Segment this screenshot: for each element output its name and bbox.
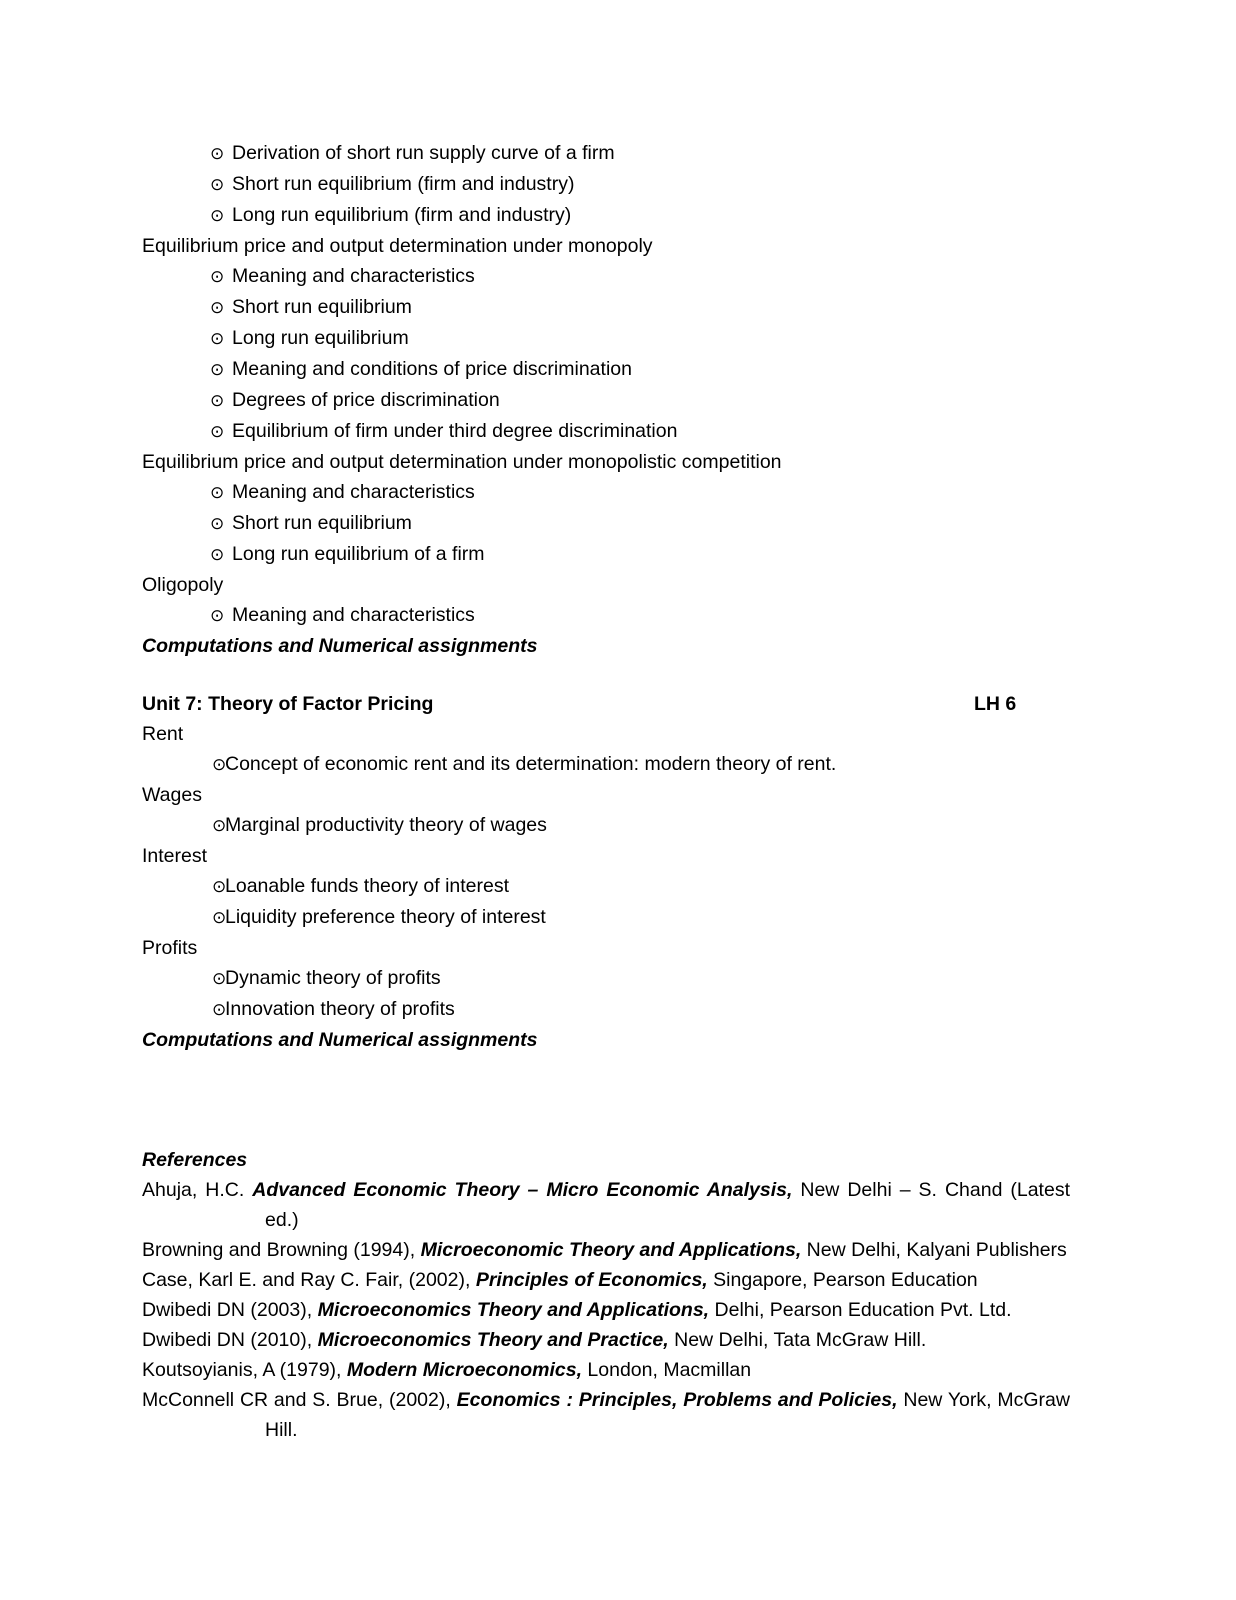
reference-publisher: New York, McGraw Hill. <box>265 1389 1070 1441</box>
section-oligopoly-bullets <box>142 600 1070 631</box>
subsection-heading-profits: Profits <box>142 937 198 959</box>
reference-author: Dwibedi DN (2003), <box>142 1299 318 1321</box>
list-item <box>210 600 1070 631</box>
reference-author: Dwibedi DN (2010), <box>142 1329 318 1351</box>
reference-entry <box>142 1295 1070 1325</box>
section-monopolistic-bullets <box>142 477 1070 570</box>
target-bullet-icon: ⊙ <box>210 545 225 564</box>
reference-entry <box>142 1265 1070 1295</box>
list-item-label: Meaning and characteristics <box>232 604 475 626</box>
reference-publisher: Delhi, Pearson Education Pvt. Ltd. <box>709 1299 1012 1321</box>
list-item-label: Meaning and characteristics <box>232 265 475 287</box>
reference-author: Browning and Browning (1994), <box>142 1239 421 1261</box>
unit-lecture-hours: LH 6 <box>974 693 1017 715</box>
target-bullet-icon: ⊙ <box>210 514 225 533</box>
reference-entry <box>142 1235 1070 1265</box>
list-item <box>212 749 1070 780</box>
subsection-heading-rent: Rent <box>142 723 184 745</box>
computations-note-unit7: Computations and Numerical assignments <box>142 1029 538 1051</box>
section-spacer <box>142 1115 1070 1145</box>
reference-title: Advanced Economic Theory – Micro Economic Analysis, <box>252 1179 793 1201</box>
list-item-label: Long run equilibrium of a firm <box>232 543 485 565</box>
target-bullet-icon: ⊙ <box>210 360 225 379</box>
list-item-label: Innovation theory of profits <box>225 998 455 1020</box>
list-item <box>210 200 1070 231</box>
reference-publisher: London, Macmillan <box>582 1359 752 1381</box>
section-perfect-competition-bullets <box>142 138 1070 231</box>
section-monopoly-bullets <box>142 261 1070 447</box>
target-bullet-icon: ⊙ <box>210 144 225 163</box>
list-item <box>210 292 1070 323</box>
reference-author: McConnell CR and S. Brue, (2002), <box>142 1389 457 1411</box>
section-spacer <box>142 1055 1070 1115</box>
target-bullet-icon: ⊙ <box>212 969 227 988</box>
reference-entry <box>142 1385 1070 1445</box>
reference-title: Economics : Principles, Problems and Policies, <box>456 1389 898 1411</box>
subsection-heading-monopoly: Equilibrium price and output determination under monopoly <box>142 235 653 257</box>
list-item <box>210 261 1070 292</box>
reference-title: Microeconomics Theory and Practice, <box>317 1329 669 1351</box>
list-item <box>210 323 1070 354</box>
list-item <box>210 169 1070 200</box>
reference-title: Microeconomic Theory and Applications, <box>420 1239 802 1261</box>
list-item <box>212 994 1070 1025</box>
references-heading: References <box>142 1149 248 1171</box>
reference-title: Modern Microeconomics, <box>346 1359 582 1381</box>
list-item <box>212 871 1070 902</box>
subsection-heading-wages: Wages <box>142 784 202 806</box>
reference-author: Case, Karl E. and Ray C. Fair, (2002), <box>142 1269 476 1291</box>
computations-note-unit6: Computations and Numerical assignments <box>142 635 538 657</box>
list-item-label: Degrees of price discrimination <box>232 389 500 411</box>
list-item <box>212 902 1070 933</box>
list-item <box>210 539 1070 570</box>
list-item-label: Short run equilibrium (firm and industry) <box>232 173 575 195</box>
reference-publisher: Singapore, Pearson Education <box>707 1269 978 1291</box>
target-bullet-icon: ⊙ <box>210 391 225 410</box>
reference-title: Microeconomics Theory and Applications, <box>317 1299 710 1321</box>
target-bullet-icon: ⊙ <box>210 175 225 194</box>
target-bullet-icon: ⊙ <box>210 422 225 441</box>
reference-publisher: New Delhi, Tata McGraw Hill. <box>668 1329 927 1351</box>
target-bullet-icon: ⊙ <box>210 483 225 502</box>
list-item-label: Long run equilibrium (firm and industry) <box>232 204 572 226</box>
subsection-heading-oligopoly: Oligopoly <box>142 574 224 596</box>
reference-entry <box>142 1175 1070 1235</box>
subsection-heading-interest: Interest <box>142 845 208 867</box>
list-item <box>210 138 1070 169</box>
list-item <box>212 810 1070 841</box>
list-item <box>210 508 1070 539</box>
unit-heading-7 <box>142 689 1070 719</box>
reference-entry <box>142 1325 1070 1355</box>
list-item-label: Loanable funds theory of interest <box>225 875 510 897</box>
list-item-label: Marginal productivity theory of wages <box>225 814 547 836</box>
list-item <box>210 477 1070 508</box>
list-item-label: Dynamic theory of profits <box>225 967 441 989</box>
reference-author: Koutsoyianis, A (1979), <box>142 1359 347 1381</box>
page-content <box>142 138 1070 1445</box>
target-bullet-icon: ⊙ <box>212 816 227 835</box>
reference-publisher: New Delhi, Kalyani Publishers <box>801 1239 1067 1261</box>
list-item <box>212 963 1070 994</box>
reference-author: Ahuja, H.C. <box>142 1179 253 1201</box>
list-item-label: Long run equilibrium <box>232 327 409 349</box>
list-item-label: Derivation of short run supply curve of a firm <box>232 142 615 164</box>
list-item <box>210 354 1070 385</box>
target-bullet-icon: ⊙ <box>212 877 227 896</box>
target-bullet-icon: ⊙ <box>212 908 227 927</box>
unit-heading-title: Unit 7: Theory of Factor Pricing <box>142 693 434 715</box>
list-item-label: Meaning and characteristics <box>232 481 475 503</box>
list-item-label: Liquidity preference theory of interest <box>225 906 546 928</box>
list-item-label: Equilibrium of firm under third degree discrimination <box>232 420 678 442</box>
list-item-label: Short run equilibrium <box>232 512 412 534</box>
target-bullet-icon: ⊙ <box>212 755 227 774</box>
target-bullet-icon: ⊙ <box>212 1000 227 1019</box>
target-bullet-icon: ⊙ <box>210 329 225 348</box>
target-bullet-icon: ⊙ <box>210 267 225 286</box>
target-bullet-icon: ⊙ <box>210 606 225 625</box>
target-bullet-icon: ⊙ <box>210 298 225 317</box>
list-item-label: Concept of economic rent and its determination: modern theory of rent. <box>225 753 837 775</box>
subsection-heading-monopolistic-competition: Equilibrium price and output determination under monopolistic competition <box>142 451 782 473</box>
list-item-label: Meaning and conditions of price discrimination <box>232 358 632 380</box>
list-item-label: Short run equilibrium <box>232 296 412 318</box>
list-item <box>210 416 1070 447</box>
references-list <box>142 1175 1070 1445</box>
target-bullet-icon: ⊙ <box>210 206 225 225</box>
reference-entry <box>142 1355 1070 1385</box>
reference-publisher: New Delhi – S. Chand (Latest ed.) <box>265 1179 1070 1231</box>
list-item <box>210 385 1070 416</box>
reference-title: Principles of Economics, <box>475 1269 708 1291</box>
